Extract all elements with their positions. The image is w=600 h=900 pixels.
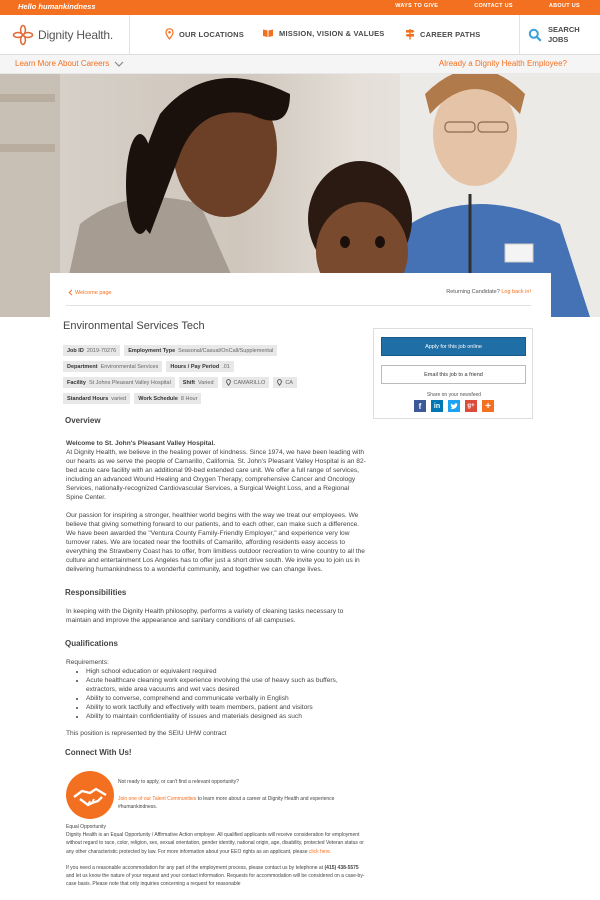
overview-paragraph: Our passion for inspiring a stronger, healthier world begins with the way we treat our employees. We believe that giving something forward to our patients, and to each other, can make such a difference. We have been awarded the "Ventura County Family-Friendly Employer," and experience very low turnover rates. We are located near the foothills of Camarillo, affording residents easy access to everything the Strawberry Coast has to offer, from limitless outdoor recreation to wine country to all the culture and entertainment Los Angeles has to offer just a short drive south. We invite you to join us in delivering humankindness to a wonderful community, and together we can change lives.	[66, 512, 365, 573]
tag-value: Environmental Services	[100, 363, 159, 370]
list-item: • High school education or equivalent required	[86, 667, 366, 676]
about-us-link[interactable]: ABOUT US	[548, 3, 580, 9]
ways-to-give-link[interactable]: WAYS TO GIVE	[395, 3, 439, 9]
handshake-logo	[66, 771, 114, 819]
tag-label: Employment Type	[128, 347, 176, 354]
handshake-icon	[66, 771, 114, 819]
location-pin-icon	[277, 379, 282, 386]
accommodation-phone: (415) 438-5575	[324, 864, 359, 871]
tag-label: Work Schedule	[138, 395, 178, 402]
tag-label: Department	[67, 363, 98, 370]
nav-our-locations[interactable]	[165, 28, 244, 40]
connect-join-rest: to learn more about a career at Dignity Health and experience #humankindness.	[118, 796, 335, 810]
requirements-list	[86, 667, 366, 721]
log-back-in-link[interactable]: Log back in!	[501, 289, 531, 295]
linkedin-icon[interactable]: in	[431, 400, 443, 412]
nav-mission-label: MISSION, VISION & VALUES	[279, 28, 385, 38]
returning-candidate	[446, 289, 531, 295]
facebook-icon[interactable]: f	[414, 400, 426, 412]
learn-more-label: Learn More About Careers	[15, 59, 110, 68]
tag-value: 8 Hour	[180, 395, 198, 402]
already-employee-link[interactable]: Already a Dignity Health Employee?	[438, 59, 567, 68]
nav-mission[interactable]	[262, 28, 385, 38]
tag-value: CAMARILLO	[233, 379, 266, 386]
responsibilities-paragraph: In keeping with the Dignity Health philosophy, performs a variety of cleaning tasks necessary to maintain and improve the appearance and sanitary conditions of all campuses.	[66, 608, 344, 624]
tagline: Hello humankindness	[18, 2, 96, 11]
tag-state	[273, 377, 297, 388]
main-nav	[0, 15, 600, 55]
talent-communities-link[interactable]: Join one of our Talent Communities	[118, 796, 197, 802]
tag-department	[63, 361, 162, 372]
share-icons	[414, 400, 494, 412]
location-pin-icon	[165, 28, 174, 40]
tag-facility	[63, 377, 175, 388]
list-item: • Ability to maintain confidentiality of issues and materials designed as such	[86, 712, 366, 721]
book-icon	[262, 28, 274, 38]
connect-question: Not ready to apply, or can't find a relevant opportunity?	[118, 779, 239, 785]
logo[interactable]	[12, 24, 113, 46]
google-plus-icon[interactable]: g+	[465, 400, 477, 412]
eeo-text-body: Dignity Health is an Equal Opportunity / Affirmative Action employer. All qualified applicants will receive consideration for employment without regard to race, color, religion, sex, sexual orientation, gender identity, national origin, age, disability, protected Veteran status or any other characteristic protected by law. For more information about your EEO rights as an applicant, please	[66, 832, 364, 855]
nav-career-paths[interactable]	[405, 28, 480, 40]
list-item: • Acute healthcare cleaning work experience involving the use of heavy such as buffers, extractors, wide area vacuums and wet vacs desired	[86, 676, 366, 694]
apply-box	[373, 328, 533, 419]
eeo-heading: Equal Opportunity	[66, 824, 107, 830]
logo-text: Dignity Health.	[38, 28, 114, 42]
tag-shift	[179, 377, 218, 388]
tag-label: Standard Hours	[67, 395, 109, 402]
tag-value: Varied	[198, 379, 214, 386]
email-friend-button[interactable]: Email this job to a friend	[381, 365, 526, 384]
tag-standard-hours	[63, 393, 130, 404]
nav-search-jobs-label: SEARCH JOBS	[548, 25, 580, 44]
tag-work-schedule	[134, 393, 201, 404]
eeo-text	[66, 831, 366, 856]
eeo-click-here-link[interactable]: click here.	[308, 848, 332, 855]
tag-label: Job ID	[67, 347, 84, 354]
eeo-section	[66, 823, 366, 896]
tag-label: Shift	[182, 379, 196, 386]
job-card	[50, 273, 551, 900]
job-description	[66, 416, 366, 771]
tag-label: Facility	[67, 379, 86, 386]
tag-hours	[166, 361, 234, 372]
nav-career-paths-label: CAREER PATHS	[420, 29, 481, 39]
qualifications-heading: Qualifications	[65, 639, 118, 648]
overview-heading: Overview	[65, 416, 101, 425]
nav-divider	[129, 15, 130, 55]
tag-value: St Johns Pleasant Valley Hospital	[88, 379, 171, 386]
careers-subbar	[0, 55, 600, 74]
welcome-page-link[interactable]	[68, 289, 112, 296]
returning-candidate-label: Returning Candidate?	[446, 289, 500, 295]
accommodation-body-2: and let us know the nature of your request and your contact information. Requests for accommodation will be considered on a case-by-case basis. Please note that only inquiries concerning a request for reasonable	[66, 873, 365, 888]
contact-us-link[interactable]: CONTACT US	[474, 3, 513, 9]
nav-search-jobs[interactable]	[520, 15, 600, 55]
chevron-down-icon	[114, 61, 124, 67]
divider	[66, 305, 531, 306]
tag-value: .01	[222, 363, 230, 370]
share-label: Share on your newsfeed	[426, 392, 482, 398]
nav-our-locations-label: OUR LOCATIONS	[179, 29, 244, 39]
union-note: This position is represented by the SEIU UHW contract	[66, 730, 227, 737]
accommodation-text	[66, 864, 366, 889]
tag-value: CA	[285, 379, 293, 386]
tag-value: Seasonal/Casual/OnCall/Supplemental	[178, 347, 274, 354]
tag-label: Hours / Pay Period	[170, 363, 220, 370]
connect-join-text	[118, 795, 368, 811]
tag-city	[222, 377, 270, 388]
connect-heading: Connect With Us!	[65, 748, 132, 757]
accommodation-body-1: If you need a reasonable accommodation for any part of the employment process, please contact us by telephone at	[66, 864, 325, 871]
top-bar	[0, 0, 600, 15]
top-links	[395, 3, 580, 9]
overview-welcome: Welcome to St. John's Pleasant Valley Hospital.	[66, 440, 216, 447]
list-item: • Ability to work tactfully and effectively with team members, patient and visitors	[86, 703, 366, 712]
chevron-left-icon	[68, 289, 73, 296]
signpost-icon	[405, 28, 415, 40]
more-share-icon[interactable]: +	[482, 400, 494, 412]
tag-job-id	[63, 345, 120, 356]
search-icon	[528, 28, 542, 42]
tag-value: 2019-70276	[86, 347, 117, 354]
responsibilities-heading: Responsibilities	[65, 588, 127, 597]
twitter-icon[interactable]	[448, 400, 460, 412]
apply-online-button[interactable]: Apply for this job online	[381, 337, 526, 356]
learn-more-dropdown[interactable]	[15, 59, 124, 68]
location-pin-icon	[226, 379, 231, 386]
tag-value: varied	[111, 395, 127, 402]
requirements-intro: Requirements:	[66, 659, 109, 666]
job-tags	[63, 345, 363, 409]
dignity-health-logo-icon	[12, 24, 34, 46]
overview-paragraph: At Dignity Health, we believe in the healing power of kindness. Since 1974, we have been leading with our hearts as we serve the people of Camarillo, California. St. John's Pleasant Valley Hospital is an 82-bed acute care facility with an additional 99-bed extended care unit. We offer a full range of services, including an advanced Wound Healing and Oxygen Therapy, comprehensive Cancer and Oncology Services, nationally-recognized Cardiovascular Services, a Surgical Weight Loss, and a Regional Spine Center.	[66, 449, 366, 501]
job-title: Environmental Services Tech	[63, 320, 205, 332]
welcome-page-label: Welcome page	[75, 289, 112, 296]
list-item: • Ability to converse, comprehend and communicate verbally in English	[86, 694, 366, 703]
tag-employment-type	[124, 345, 277, 356]
